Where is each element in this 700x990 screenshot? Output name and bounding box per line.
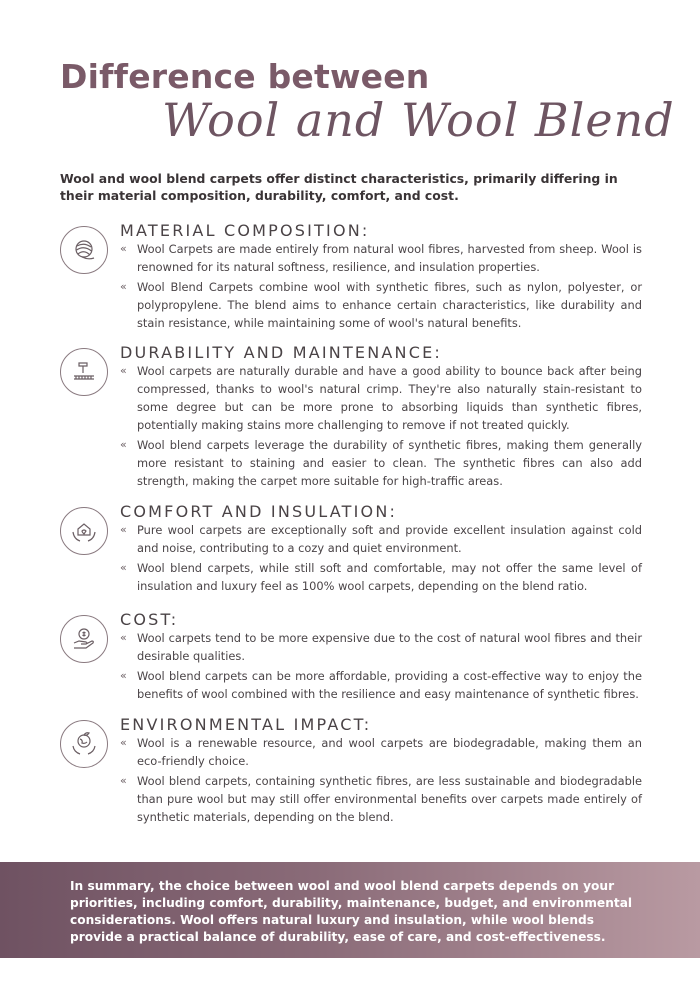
bullet-mark: « [120, 438, 127, 451]
bullet-mark: « [120, 523, 127, 536]
list-item: « Wool blend carpets, containing synthetic fibres, are less sustainable and biodegradable than pure wool but may still offer environmental benefits over carpets made entirely of synthetic materials, depending on the blend. [120, 774, 642, 824]
section-heading: COST: [120, 610, 179, 629]
bullet-mark: « [120, 280, 127, 293]
section-heading: COMFORT AND INSULATION: [120, 502, 398, 521]
list-item: « Wool carpets are naturally durable and have a good ability to bounce back after being compressed, thanks to wool's natural crimp. They're also naturally stain-resistant to some degree but can be more prone to absorbing liquids than synthetic fibres, potentially making stains more challenging to remove if not treated quickly. [120, 364, 642, 432]
hands-globe-icon [60, 720, 108, 768]
bullet-list [120, 240, 642, 334]
bullet-mark: « [120, 774, 127, 787]
bullet-mark: « [120, 364, 127, 377]
page-title: Difference between [60, 57, 430, 96]
section-heading: MATERIAL COMPOSITION: [120, 221, 370, 240]
bullet-mark: « [120, 561, 127, 574]
hand-coin-icon [60, 615, 108, 663]
summary-banner [0, 862, 700, 958]
bullet-list [120, 629, 642, 705]
bullet-mark: « [120, 242, 127, 255]
bullet-list [120, 521, 642, 597]
hammer-carpet-icon [60, 348, 108, 396]
list-item: « Wool carpets tend to be more expensive due to the cost of natural wool fibres and their desirable qualities. [120, 631, 642, 663]
list-item: « Wool blend carpets, while still soft and comfortable, may not offer the same level of insulation and luxury feel as 100% wool carpets, depending on the blend ratio. [120, 561, 642, 593]
summary-text: In summary, the choice between wool and wool blend carpets depends on your priorities, including comfort, durability, maintenance, budget, and environmental considerations. Wool offers natural luxury and insulation, while wool blends provide a practical balance of durability, ease of care, and cost-effectiveness. [70, 879, 633, 944]
bullet-mark: « [120, 736, 127, 749]
hands-house-icon [60, 507, 108, 555]
intro-paragraph: Wool and wool blend carpets offer distinct characteristics, primarily differing in their material composition, durability, comfort, and cost. [60, 171, 618, 203]
list-item: « Wool blend carpets leverage the durability of synthetic fibres, making them generally more resistant to staining and easier to clean. The synthetic fibres can also add strength, making the carpet more suitable for high-traffic areas. [120, 438, 642, 488]
list-item: « Wool Carpets are made entirely from natural wool fibres, harvested from sheep. Wool is renowned for its natural softness, resilience, and insulation properties. [120, 242, 642, 274]
section-heading: ENVIRONMENTAL IMPACT: [120, 715, 372, 734]
yarn-ball-icon [60, 226, 108, 274]
bullet-mark: « [120, 631, 127, 644]
list-item: « Wool blend carpets can be more affordable, providing a cost-effective way to enjoy the benefits of wool combined with the resilience and easy maintenance of synthetic fibres. [120, 669, 642, 701]
list-item: « Pure wool carpets are exceptionally soft and provide excellent insulation against cold and noise, contributing to a cozy and quiet environment. [120, 523, 642, 555]
list-item: « Wool Blend Carpets combine wool with synthetic fibres, such as nylon, polyester, or polypropylene. The blend aims to enhance certain characteristics, like durability and stain resistance, while maintaining some of wool's natural benefits. [120, 280, 642, 330]
bullet-mark: « [120, 669, 127, 682]
page-subtitle-script: Wool and Wool Blend [162, 93, 675, 147]
section-heading: DURABILITY AND MAINTENANCE: [120, 343, 443, 362]
bullet-list [120, 362, 642, 492]
list-item: « Wool is a renewable resource, and wool carpets are biodegradable, making them an eco-friendly choice. [120, 736, 642, 768]
bullet-list [120, 734, 642, 828]
